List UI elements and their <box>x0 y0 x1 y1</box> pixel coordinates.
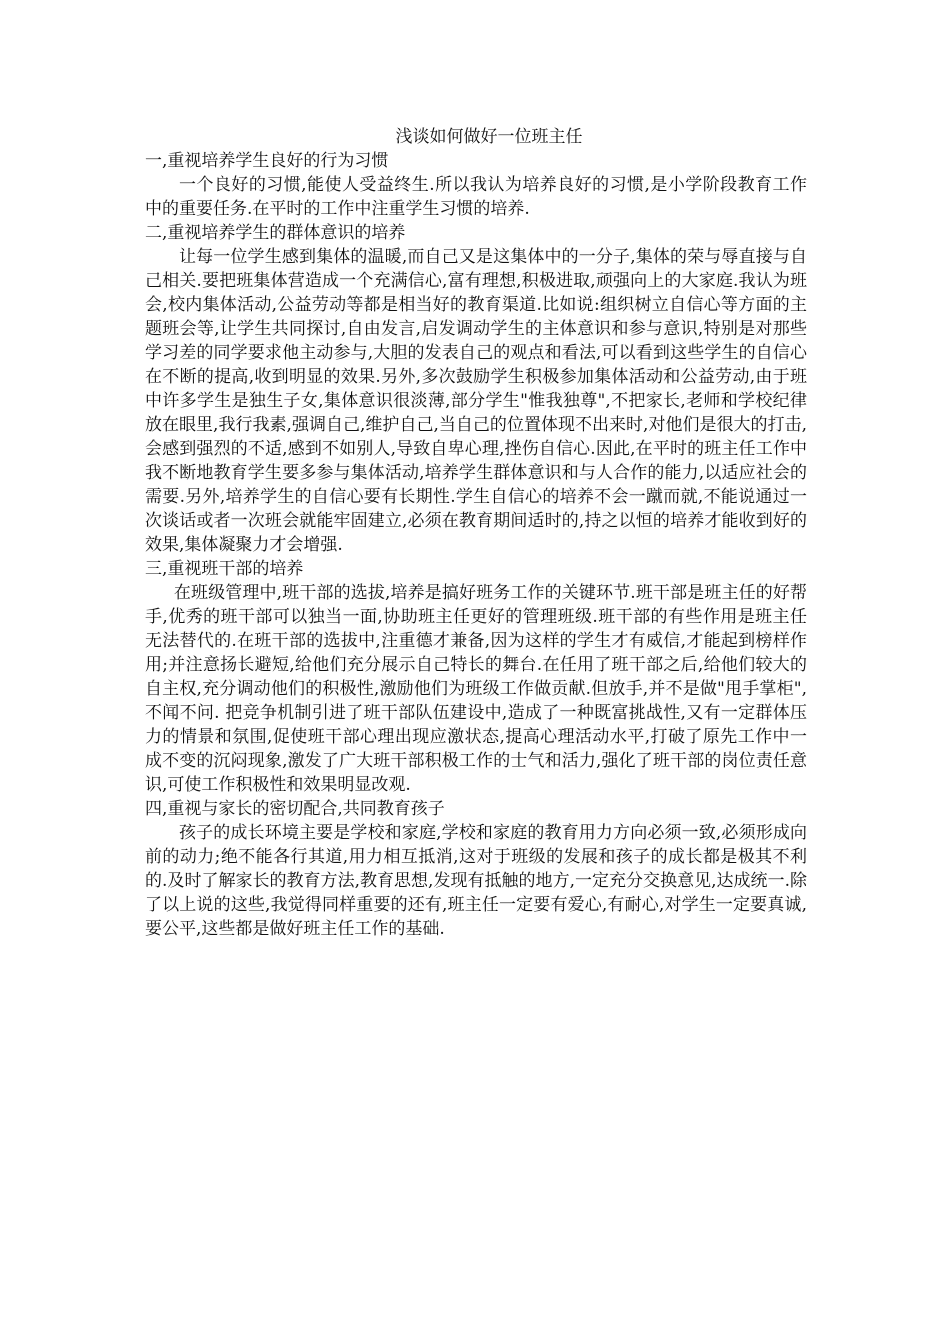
section-heading-1: 一,重视培养学生良好的行为习惯 <box>145 151 389 171</box>
section-paragraph-1: 一个良好的习惯,能使人受益终生.所以我认为培养良好的习惯,是小学阶段教育工作中的重要任务.在平时的工作中注重学生习惯的培养. <box>145 175 807 219</box>
section-paragraph-3: 在班级管理中,班干部的选拔,培养是搞好班务工作的关键环节.班干部是班主任的好帮手,优秀的班干部可以独当一面,协助班主任更好的管理班级.班干部的有些作用是班主任无法替代的.在班干部的选拔中,注重德才兼备,因为这样的学生才有威信,才能起到榜样作用;并注意扬长避短,给他们充分展示自己特长的舞台.在任用了班干部之后,给他们较大的自主权,充分调动他们的积极性,激励他们为班级工作做贡献.但放手,并不是做"甩手掌柜",不闻不问. 把竞争机制引进了班干部队伍建设中,造成了一种既富挑战性,又有一定群体压力的情景和氛围,促使班干部心理出现应激状态,提高心理活动水平,打破了原先工作中一成不变的沉闷现象,激发了广大班干部积极工作的士气和活力,强化了班干部的岗位责任意识,可使工作积极性和效果明显改观. <box>145 583 807 795</box>
section-paragraph-4: 孩子的成长环境主要是学校和家庭,学校和家庭的教育用力方向必须一致,必须形成向前的动力;绝不能各行其道,用力相互抵消,这对于班级的发展和孩子的成长都是极其不利的.及时了解家长的教育方法,教育思想,发现有抵触的地方,一定充分交换意见,达成统一.除了以上说的这些,我觉得同样重要的还有,班主任一定要有爱心,有耐心,对学生一定要真诚,要公平,这些都是做好班主任工作的基础. <box>145 823 807 939</box>
section-heading-3: 三,重视班干部的培养 <box>145 559 304 579</box>
document-page <box>145 125 807 941</box>
section-heading-4: 四,重视与家长的密切配合,共同教育孩子 <box>145 799 445 819</box>
section-paragraph-2: 让每一位学生感到集体的温暖,而自己又是这集体中的一分子,集体的荣与辱直接与自己相关.要把班集体营造成一个充满信心,富有理想,积极进取,顽强向上的大家庭.我认为班会,校内集体活动,公益劳动等都是相当好的教育渠道.比如说:组织树立自信心等方面的主题班会等,让学生共同探讨,自由发言,启发调动学生的主体意识和参与意识,特别是对那些学习差的同学要求他主动参与,大胆的发表自己的观点和看法,可以看到这些学生的自信心在不断的提高,收到明显的效果.另外,多次鼓励学生积极参加集体活动和公益劳动,由于班中许多学生是独生子女,集体意识很淡薄,部分学生"惟我独尊",不把家长,老师和学校纪律放在眼里,我行我素,强调自己,维护自己,当自己的位置体现不出来时,对他们是很大的打击,会感到强烈的不适,感到不如别人,导致自卑心理,挫伤自信心.因此,在平时的班主任工作中我不断地教育学生要多参与集体活动,培养学生群体意识和与人合作的能力,以适应社会的需要.另外,培养学生的自信心要有长期性.学生自信心的培养不会一蹴而就,不能说通过一次谈话或者一次班会就能牢固建立,必须在教育期间适时的,持之以恒的培养才能收到好的效果,集体凝聚力才会增强. <box>145 247 807 555</box>
section-heading-2: 二,重视培养学生的群体意识的培养 <box>145 223 406 243</box>
document-title: 浅谈如何做好一位班主任 <box>395 127 583 147</box>
